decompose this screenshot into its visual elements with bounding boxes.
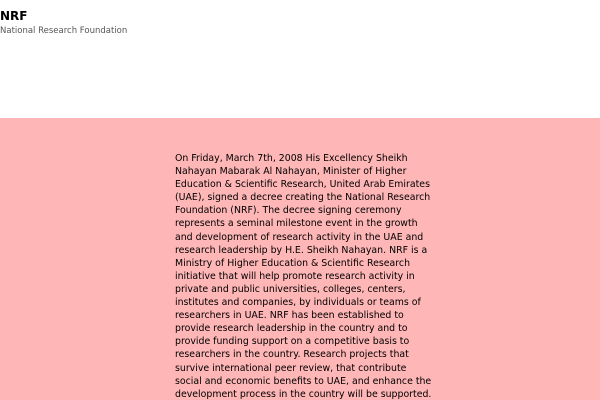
article-text: On Friday, March 7th, 2008 His Excellency Sheikh Nahayan Mabarak Al Nahayan, Minister of Higher Education & Scientific Research, United Arab Emirates (UAE), signed a decree creating the National Research Foundation (NRF). The decree signing ceremony represents a seminal milestone event in the growth and development of research activity in the UAE and research leadership by H.E. Sheikh Nahayan. NRF is a Ministry of Higher Education & Scientific Research initiative that will help promote research activity in private and public universities, colleges, centers, institutes and companies, by individuals or teams of researchers in UAE. NRF has been established to provide research leadership in the country and to provide funding support on a competitive basis to researchers in the country. Research projects that survive international peer review, that contribute social and economic benefits to UAE, and enhance the development process in the country will be supported. bbox=[175, 153, 432, 400]
site-header bbox=[0, 0, 600, 118]
site-subtitle: National Research Foundation bbox=[0, 26, 128, 36]
content-area bbox=[0, 118, 600, 400]
site-title[interactable]: NRF bbox=[0, 9, 28, 23]
